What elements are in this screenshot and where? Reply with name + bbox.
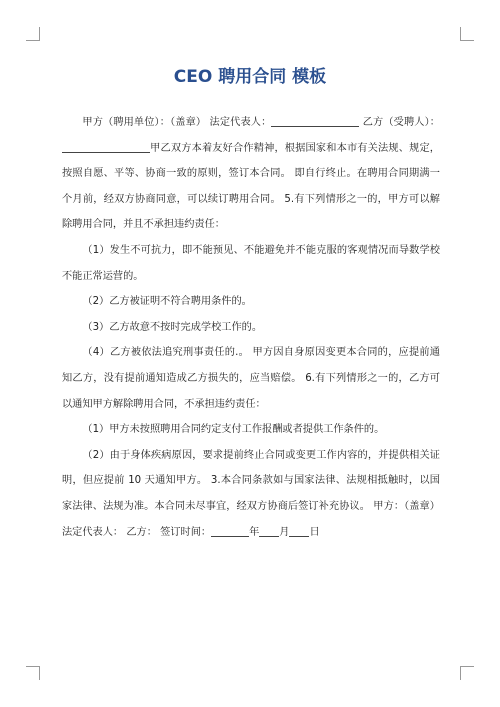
clause-item: （4）乙方被依法追究刑事责任的.。 甲方因自身原因变更本合同的，应提前通知乙方，没有提前通知造成乙方损失的，应当赔偿。 6.有下列情形之一的，乙方可以通知甲方解除聘用合同，不承担违约责任： <box>62 347 440 410</box>
document-title: CEO 聘用合同 模板 <box>173 67 327 87</box>
legal-rep-blank[interactable] <box>271 114 359 127</box>
month-label: 月 <box>279 526 290 538</box>
year-label: 年 <box>249 526 260 538</box>
closing-text: （2）由于身体疾病原因，要求提前终止合同或变更工作内容的，并提供相关证明，但应提前 10 天通知甲方。 3.本合同条款如与国家法律、法规相抵触时，以国家法律、法规为准。本合同未尽事宜，经双方协商后签订补充协议。 甲方：（盖章） 法定代表人： 乙方： 签订时间： <box>62 449 440 538</box>
day-label: 日 <box>309 526 320 538</box>
clause-item: （1）甲方未按照聘用合同约定支付工作报酬或者提供工作条件的。 <box>82 424 385 436</box>
paragraph-signature <box>62 443 440 545</box>
party-a-text: 甲方（聘用单位）：（盖章） 法定代表人： <box>82 117 272 128</box>
terms-text: 甲乙双方本着友好合作精神，根据国家和本市有关法规、规定，按照自愿、平等、协商一致的原则，签订本合同。 即自行终止。在聘用合同期满一个月前，经双方协商同意，可以续订聘用合同。 5.有下列情形之一的，甲方可以解除聘用合同，并且不承担违约责任： <box>62 142 440 231</box>
clause-item: （2）乙方被证明不符合聘用条件的。 <box>82 296 252 308</box>
crop-mark-top-left <box>26 27 40 41</box>
paragraph-parties <box>62 110 440 238</box>
party-b-text: 乙方（受聘人）： <box>359 117 440 128</box>
clause-item: （3）乙方故意不按时完成学校工作的。 <box>82 321 263 333</box>
crop-mark-top-right <box>460 27 474 41</box>
party-b-blank[interactable] <box>62 140 150 153</box>
crop-mark-bottom-left <box>26 666 40 680</box>
sign-date-blank[interactable] <box>211 524 249 537</box>
day-blank[interactable] <box>289 524 309 537</box>
crop-mark-bottom-right <box>460 666 474 680</box>
document-body <box>62 110 440 545</box>
clause-item: （1）发生不可抗力，即不能预见、不能避免并不能克服的客观情况而导数学校不能正常运营的。 <box>62 244 440 282</box>
month-blank[interactable] <box>259 524 279 537</box>
